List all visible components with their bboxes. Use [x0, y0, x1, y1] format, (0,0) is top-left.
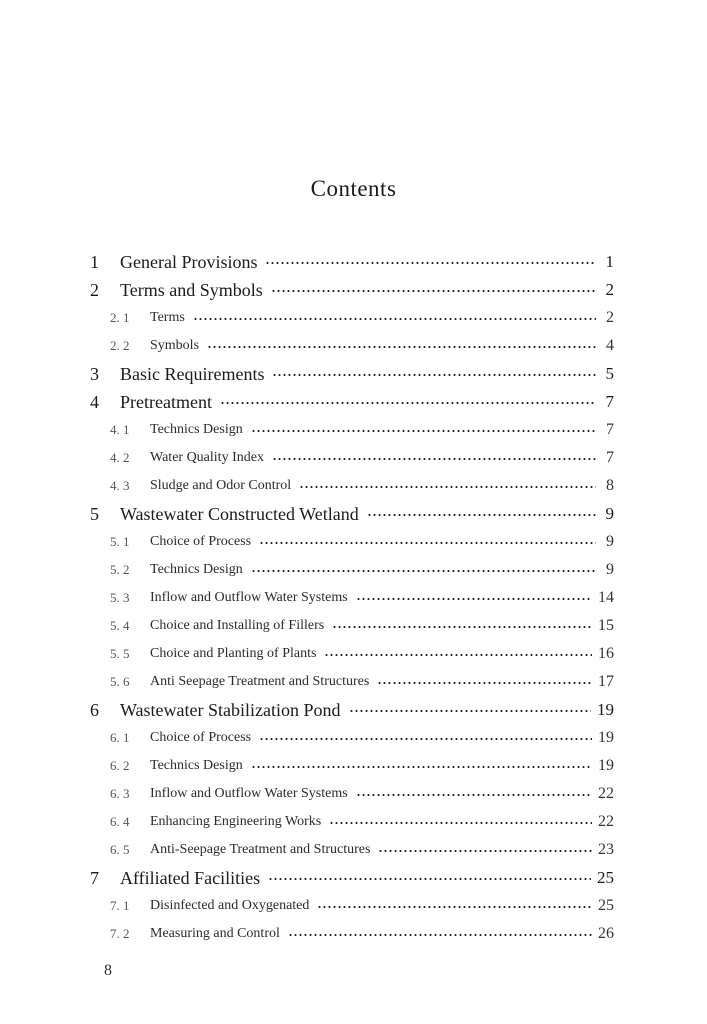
toc-entry-page: 7: [605, 392, 614, 411]
toc-entry-page: 5: [605, 364, 614, 383]
toc-entry-title: Inflow and Outflow Water Systems: [150, 786, 348, 801]
dot-leader: [251, 569, 596, 573]
toc-entry-page: 4: [606, 337, 614, 354]
toc-entry-page: 2: [605, 280, 614, 299]
dot-leader: [378, 849, 592, 853]
dot-leader: [207, 345, 596, 349]
toc-entry-page: 2: [606, 309, 614, 326]
toc-entry-title: Wastewater Stabilization Pond: [120, 699, 341, 720]
toc-entry-title: Choice and Planting of Plants: [150, 646, 317, 661]
toc-entry-title: Anti Seepage Treatment and Structures: [150, 674, 370, 689]
toc-entry-page: 17: [598, 673, 614, 690]
toc-entry-number: 2: [90, 279, 99, 300]
toc-entry[interactable]: [90, 360, 614, 388]
toc-entry[interactable]: [90, 444, 614, 472]
toc-entry-page: 19: [598, 757, 614, 774]
toc-entry-title: Inflow and Outflow Water Systems: [150, 590, 348, 605]
dot-leader: [356, 597, 592, 601]
toc-entry-title: Terms and Symbols: [120, 279, 263, 300]
dot-leader: [324, 653, 592, 657]
toc-entry[interactable]: [90, 528, 614, 556]
toc-entry-page: 9: [605, 504, 614, 523]
dot-leader: [259, 541, 596, 545]
toc-entry-number: 5. 5: [110, 646, 130, 661]
toc-entry[interactable]: [90, 808, 614, 836]
dot-leader: [349, 709, 592, 713]
toc-entry-title: Measuring and Control: [150, 926, 280, 941]
toc-entry[interactable]: [90, 416, 614, 444]
toc-entry-page: 7: [606, 449, 614, 466]
toc-entry-number: 4. 2: [110, 450, 130, 465]
toc-entry[interactable]: [90, 500, 614, 528]
dot-leader: [259, 737, 592, 741]
toc-entry[interactable]: [90, 472, 614, 500]
toc-entry-page: 8: [606, 477, 614, 494]
toc-entry-number: 6. 1: [110, 730, 130, 745]
toc-entry-number: 4. 3: [110, 478, 130, 493]
dot-leader: [332, 625, 592, 629]
dot-leader: [367, 513, 596, 517]
dot-leader: [271, 289, 596, 293]
toc-entry[interactable]: [90, 556, 614, 584]
dot-leader: [329, 821, 592, 825]
toc-entry[interactable]: [90, 612, 614, 640]
toc-entry[interactable]: [90, 304, 614, 332]
dot-leader: [265, 261, 596, 265]
toc-entry[interactable]: [90, 864, 614, 892]
toc-entry-title: Technics Design: [150, 562, 243, 577]
toc-entry[interactable]: [90, 920, 614, 948]
toc-entry-page: 26: [598, 925, 614, 942]
toc-entry[interactable]: [90, 752, 614, 780]
toc-entry[interactable]: [90, 276, 614, 304]
toc-entry-number: 7. 2: [110, 926, 130, 941]
toc-entry-title: Symbols: [150, 338, 200, 353]
dot-leader: [356, 793, 592, 797]
toc-entry-page: 19: [598, 729, 614, 746]
toc-entry[interactable]: [90, 640, 614, 668]
toc-entry-title: Choice of Process: [150, 730, 252, 745]
toc-entry-number: 5. 6: [110, 674, 130, 689]
toc-entry-page: 22: [598, 813, 614, 830]
toc-entry[interactable]: [90, 696, 614, 724]
toc-entry-number: 4: [90, 391, 99, 412]
toc-entry-number: 2. 1: [110, 310, 130, 325]
toc-entry-page: 1: [605, 252, 614, 271]
dot-leader: [272, 373, 596, 377]
toc-entry-page: 23: [598, 841, 614, 858]
toc-entry-number: 7: [90, 867, 99, 888]
toc-entry-number: 1: [90, 251, 99, 272]
toc-entry-title: Pretreatment: [120, 391, 212, 412]
page-number: 8: [104, 962, 112, 979]
toc-entry-page: 25: [597, 868, 614, 887]
toc-entry-number: 6. 3: [110, 786, 130, 801]
toc-entry-number: 6. 4: [110, 814, 130, 829]
toc-entry[interactable]: [90, 332, 614, 360]
toc-entry-number: 6: [90, 699, 99, 720]
toc-entry-title: Choice of Process: [150, 534, 252, 549]
toc-entry[interactable]: [90, 724, 614, 752]
toc-entry-number: 5. 3: [110, 590, 130, 605]
toc-entry-page: 22: [598, 785, 614, 802]
toc-entry[interactable]: [90, 584, 614, 612]
dot-leader: [268, 877, 591, 881]
toc-entry-number: 5. 4: [110, 618, 130, 633]
toc-entry-page: 7: [606, 421, 614, 438]
dot-leader: [288, 933, 592, 937]
toc-entry-page: 9: [606, 561, 614, 578]
toc-entry-title: Technics Design: [150, 422, 243, 437]
toc-entry[interactable]: [90, 248, 614, 276]
toc-entry-title: Enhancing Engineering Works: [150, 814, 322, 829]
toc-entry-number: 5. 2: [110, 562, 130, 577]
toc-entry-title: Disinfected and Oxygenated: [150, 898, 310, 913]
toc-entry-page: 19: [597, 700, 614, 719]
dot-leader: [377, 681, 592, 685]
toc-entry-title: Choice and Installing of Fillers: [150, 618, 325, 633]
toc-entry-title: Wastewater Constructed Wetland: [120, 503, 359, 524]
page-title: Contents: [310, 176, 397, 201]
toc-entry-number: 7. 1: [110, 898, 130, 913]
dot-leader: [193, 317, 596, 321]
toc-entry-number: 6. 2: [110, 758, 130, 773]
dot-leader: [272, 457, 596, 461]
toc-entry-title: Basic Requirements: [120, 363, 265, 384]
dot-leader: [251, 765, 592, 769]
dot-leader: [299, 485, 596, 489]
dot-leader: [220, 401, 596, 405]
toc-entry-title: Affiliated Facilities: [120, 867, 261, 888]
toc-entry-page: 9: [606, 533, 614, 550]
toc-entry[interactable]: [90, 388, 614, 416]
toc-entry[interactable]: [90, 780, 614, 808]
dot-leader: [251, 429, 596, 433]
toc-entry-title: Technics Design: [150, 758, 243, 773]
toc-entry-page: 15: [598, 617, 614, 634]
toc-entry-page: 16: [598, 645, 614, 662]
toc-entry-page: 25: [598, 897, 614, 914]
toc-entry[interactable]: [90, 892, 614, 920]
toc-entry-number: 5: [90, 503, 99, 524]
dot-leader: [317, 905, 592, 909]
toc-entry-number: 4. 1: [110, 422, 130, 437]
toc-entry-title: Sludge and Odor Control: [150, 478, 292, 493]
toc-entry-number: 6. 5: [110, 842, 130, 857]
toc-entry-title: Terms: [150, 310, 185, 325]
toc-entry[interactable]: [90, 836, 614, 864]
toc-entry[interactable]: [90, 668, 614, 696]
toc-entry-title: Water Quality Index: [150, 450, 264, 465]
toc-entry-number: 3: [90, 363, 99, 384]
toc-entry-page: 14: [598, 589, 614, 606]
toc-entry-number: 2. 2: [110, 338, 130, 353]
toc-entry-number: 5. 1: [110, 534, 130, 549]
toc-entry-title: Anti-Seepage Treatment and Structures: [150, 842, 371, 857]
toc-entry-title: General Provisions: [120, 251, 258, 272]
